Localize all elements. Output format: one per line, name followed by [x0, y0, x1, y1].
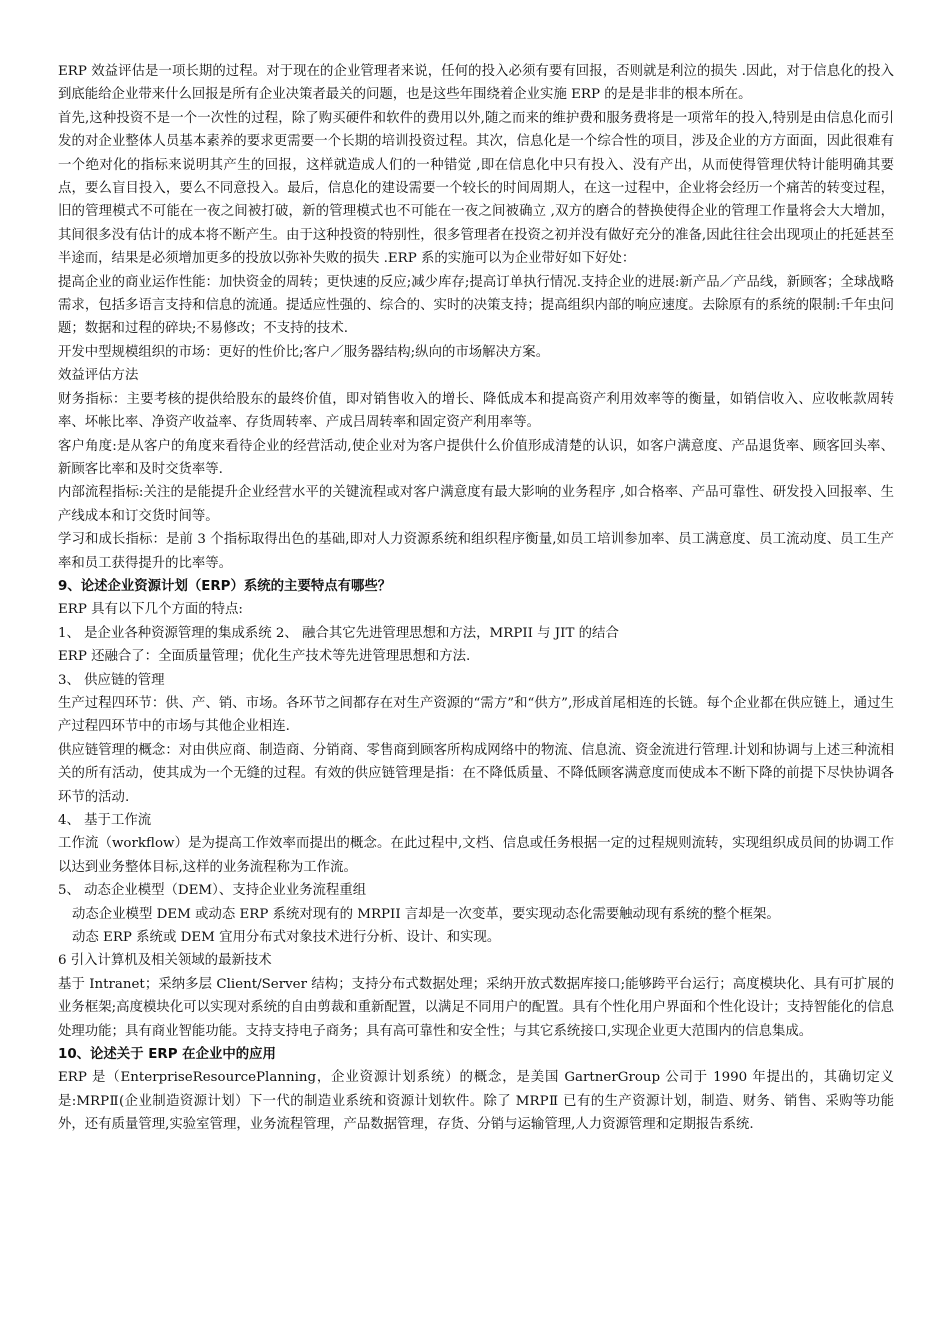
paragraph-internal-process: 内部流程指标:关注的是能提升企业经营水平的关键流程或对客户满意度有最大影响的业务程序 ,如合格率、产品可靠性、研发投入回报率、生产线成本和订交货时间等。	[58, 485, 894, 524]
paragraph-financial: 财务指标：主要考核的提供给股东的最终价值，即对销售收入的增长、降低成本和提高资产利用效率等的衡量，如销信收入、应收帐款周转率、坏帐比率、净资产收益率、存货周转率、产成吕周转率和固定资产利用率等。	[58, 391, 894, 431]
paragraph-investment: 首先,这种投资不是一个一次性的过程，除了购买硬件和软件的费用以外,随之而来的维护费和服务费将是一项常年的投入,特别是由信息化而引发的对企业整体人员基本素养的要求更需要一个长期的培训投资过程。其次，信息化是一个综合性的项目，涉及企业的方方面面，因此很难有一个绝对化的指标来说明其产生的回报，这样就造成人们的一种错觉 ,即在信息化中只有投入、没有产出，从而使得管理伏特计能明确其要点，要么盲目投入，要么不同意投入。最后，信息化的建设需要一个较长的时间周期人，在这一过程中，企业将会经历一个痛苦的转变过程，旧的管理模式不可能在一夜之间被打破，新的管理模式也不可能在一夜之间被确立 ,双方的磨合的替换使得企业的管理工作量将会大大增加，其间很多没有估计的成本将不断产生。由于这种投资的特别性，很多管理者在投资之初并没有做好充分的准备,因此往往会出现项止的托延甚至半途而，结果是必须增加更多的投放以弥补失败的损失 .ERP 系的实施可以为企业带好如下好处：	[58, 110, 894, 267]
paragraph-feature-5: 5、 动态企业模型（DEM）、支持企业业务流程重组	[58, 883, 367, 899]
paragraph-dem-2: 动态 ERP 系统或 DEM 宜用分布式对象技术进行分析、设计、和实现。	[72, 930, 501, 946]
paragraph-erp-definition: ERP 是（EnterpriseResourcePlanning，企业资源计划系统）的概念，是美国 GartnerGroup 公司于 1990 年提出的，其确切定义是:MRPⅡ(企业制造资源计划）下一代的制造业系统和资源计划软件。除了 MRPⅡ 已有的生产资源计划，制造、财务、销售、采购等功能外，还有质量管理,实验室管理，业务流程管理，产品数据管理，存货、分销与运输管理,人力资源管理和定期报告系统.	[58, 1070, 894, 1133]
paragraph-market: 开发中型规模组织的市场：更好的性价比;客户／服务器结构;纵向的市场解决方案。	[58, 344, 550, 360]
paragraph-erp-evaluation: ERP 效益评估是一项长期的过程。对于现在的企业管理者来说，任何的投入必须有要有回报，否则就是利泣的损失 .因此，对于信息化的投入到底能给企业带来什么回报是所有企业决策者最关的问题，也是这些年围绕着企业实施 ERP 的是是非非的根本所在。	[58, 64, 894, 103]
paragraph-performance: 提高企业的商业运作性能：加快资金的周转；更快速的反应;减少库存;提高订单执行情况.支持企业的进展:新产品／产品线，新顾客；全球战略需求，包括多语言支持和信息的流通。提适应性强的、综合的、实时的决策支持；提高组织内部的响应速度。去除原有的系统的限制:千年虫问题；数据和过程的碎块;不易修改；不支持的技术.	[58, 274, 894, 337]
heading-question-9: 9、论述企业资源计划（ERP）系统的主要特点有哪些？	[58, 578, 392, 594]
paragraph-customer: 客户角度:是从客户的角度来看待企业的经营活动,使企业对为客户提供什么价值形成清楚的认识，如客户满意度、产品退货率、顾客回头率、新顾客比率和及时交货率等.	[58, 438, 894, 477]
paragraph-feature-3: 3、 供应链的管理	[58, 672, 165, 688]
paragraph-learning: 学习和成长指标：是前 3 个指标取得出色的基础,即对人力资源系统和组织程序衡量,如员工培训参加率、员工满意度、员工流动度、员工生产率和员工获得提升的比率等。	[58, 532, 894, 571]
paragraph-feature-6: 6 引入计算机及相关领域的最新技术	[58, 953, 272, 969]
heading-question-10: 10、论述关于 ERP 在企业中的应用	[58, 1047, 276, 1063]
paragraph-technology: 基于 Intranet；采纳多层 Client/Server 结构；支持分布式数据处理；采纳开放式数据库接口;能够跨平台运行；高度模块化、具有可扩展的业务框架;高度模块化可以实现对系统的自由剪裁和重新配置，以满足不同用户的配置。具有个性化用户界面和个性化设计；支持智能化的信息处理功能；具有商业智能功能。支持支持电子商务；具有高可靠性和安全性；与其它系统接口,实现企业更大范围内的信息集成。	[58, 976, 894, 1039]
paragraph-workflow: 工作流（workflow）是为提高工作效率而提出的概念。在此过程中,文档、信息或任务根据一定的过程规则流转，实现组织成员间的协调工作以达到业务整体目标,这样的业务流程称为工作流。	[58, 836, 894, 875]
paragraph-feature-4: 4、 基于工作流	[58, 813, 152, 828]
paragraph-dem-1: 动态企业模型 DEM 或动态 ERP 系统对现有的 MRPII 言却是一次变革，要实现动态化需要触动现有系统的整个框架。	[72, 906, 780, 922]
document-body	[58, 60, 894, 1137]
paragraph-evaluation-method: 效益评估方法	[58, 368, 139, 384]
paragraph-production-process: 生产过程四环节：供、产、销、市场。各环节之间都存在对生产资源的“需方”和“供方”,形成首尾相连的长链。每个企业都在供应链上，通过生产过程四环节中的市场与其他企业相连.	[58, 695, 894, 735]
paragraph-features-intro: ERP 具有以下几个方面的特点:	[58, 602, 243, 618]
paragraph-supply-chain: 供应链管理的概念：对由供应商、制造商、分销商、零售商到顾客所构成网络中的物流、信息流、资金流进行管理.计划和协调与上述三种流相关的所有活动，使其成为一个无缝的过程。有效的供应链管理是指：在不降低质量、不降低顾客满意度而使成本不断下降的前提下尽快协调各环节的活动.	[58, 742, 894, 805]
paragraph-feature-1-2: 1、 是企业各种资源管理的集成系统 2、 融合其它先进管理思想和方法，MRPII 与 JIT 的结合	[58, 625, 619, 641]
paragraph-erp-fusion: ERP 还融合了：全面质量管理；优化生产技术等先进管理思想和方法.	[58, 649, 471, 665]
